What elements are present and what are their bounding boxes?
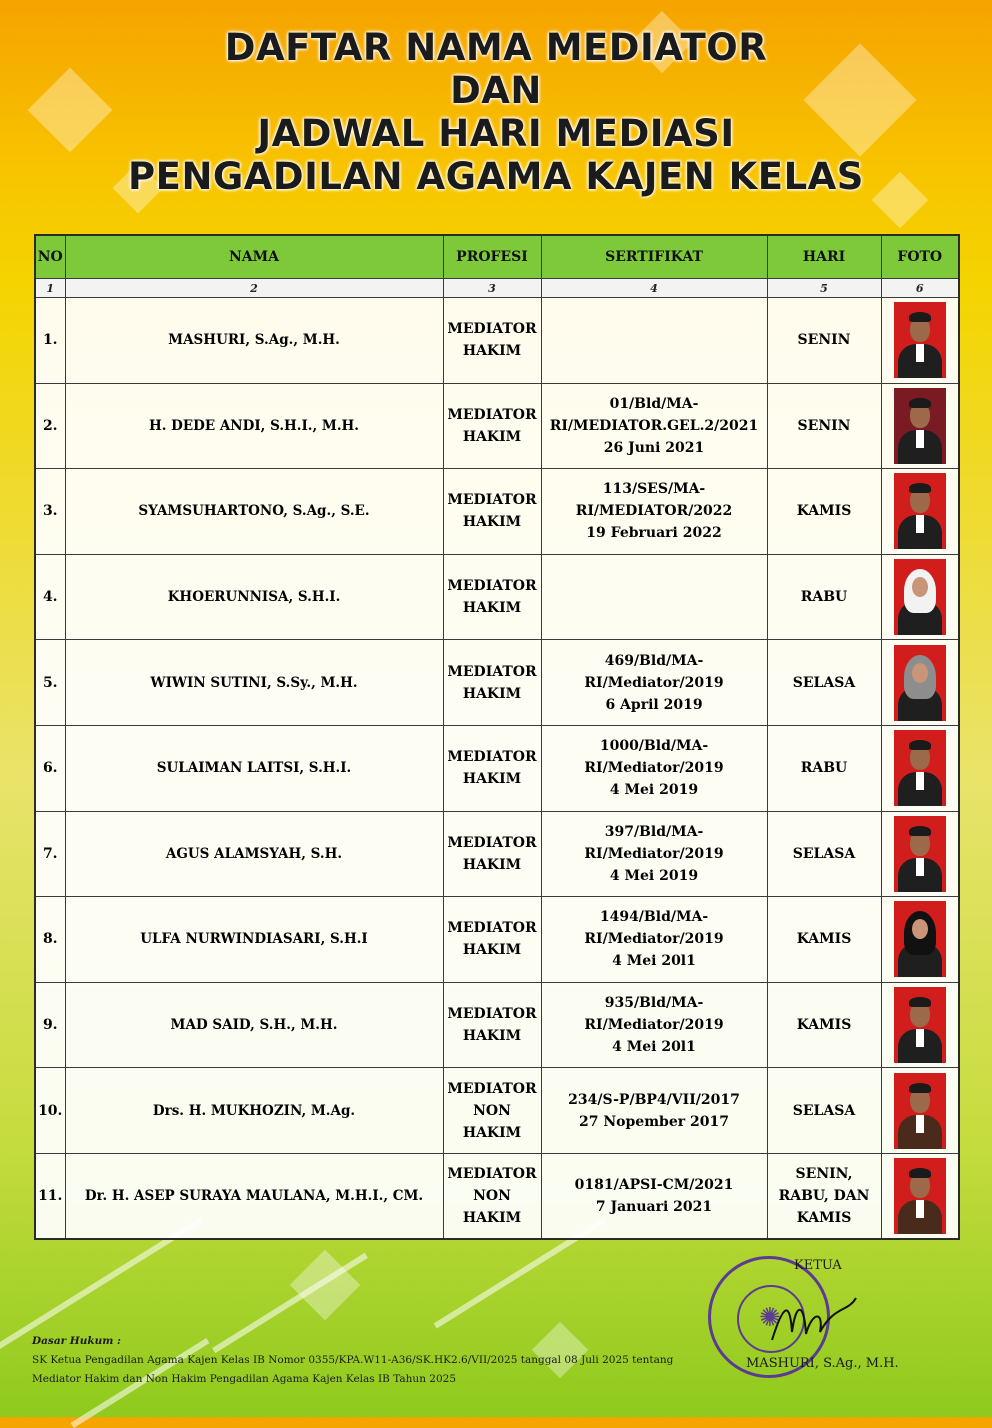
column-number: 2 [65,279,443,298]
mediator-name: Drs. H. MUKHOZIN, M.Ag. [65,1068,443,1154]
sertifikat-line: 1494/Bld/MA- [599,909,709,926]
mediator-photo [894,473,946,549]
profesi-line: MEDIATOR [447,321,537,338]
certificate [541,640,767,726]
title-line-2: DAN [450,69,542,112]
photo-cell [881,1068,959,1154]
table-row [35,640,959,726]
hari-line: SENIN, [795,1165,853,1182]
header-hari: HARI [767,235,881,279]
mediator-name: MASHURI, S.Ag., M.H. [65,298,443,384]
profesi-line: HAKIM [462,771,522,788]
photo-cell [881,640,959,726]
hari-line: SELASA [792,674,856,691]
mediator-profession [443,383,541,469]
mediator-photo [894,302,946,378]
table-row [35,982,959,1068]
row-number: 10. [35,1068,65,1154]
sertifikat-line: 27 Nopember 2017 [579,1113,729,1130]
mediator-profession [443,811,541,897]
profesi-line: HAKIM [462,1124,522,1141]
sertifikat-line: 397/Bld/MA- [604,823,704,840]
mediator-profession [443,554,541,640]
photo-cell [881,383,959,469]
legal-basis-line-1: SK Ketua Pengadilan Agama Kajen Kelas IB Nomor 0355/KPA.W11-A36/SK.HK2.6/VII/2025 tanggal 08 Juli 2025 tentang [32,1354,674,1366]
mediator-profession [443,1068,541,1154]
certificate [541,298,767,384]
hari-line: RABU, DAN [778,1187,870,1204]
certificate [541,554,767,640]
mediator-profession [443,1153,541,1239]
signature-name: MASHURI, S.Ag., M.H. [746,1356,899,1371]
hari-line: KAMIS [796,1017,852,1034]
header-sertifikat: SERTIFIKAT [541,235,767,279]
mediator-photo [894,816,946,892]
row-number: 11. [35,1153,65,1239]
profesi-line: HAKIM [462,942,522,959]
mediation-day [767,811,881,897]
sertifikat-line: RI/MEDIATOR.GEL.2/2021 [549,417,759,434]
row-number: 7. [35,811,65,897]
mediator-profession [443,897,541,983]
profesi-line: MEDIATOR [447,920,537,937]
row-number: 5. [35,640,65,726]
column-number: 4 [541,279,767,298]
certificate [541,383,767,469]
table-body [35,298,959,1240]
sertifikat-line: 4 Mei 20l1 [612,953,696,970]
row-number: 4. [35,554,65,640]
row-number: 6. [35,725,65,811]
header-nama: NAMA [65,235,443,279]
row-number: 1. [35,298,65,384]
sertifikat-line: RI/Mediator/2019 [584,760,724,777]
table-row [35,725,959,811]
mediator-name: ULFA NURWINDIASARI, S.H.I [65,897,443,983]
certificate [541,725,767,811]
mediator-name: H. DEDE ANDI, S.H.I., M.H. [65,383,443,469]
mediator-photo [894,1073,946,1149]
profesi-line: HAKIM [462,514,522,531]
profesi-line: MEDIATOR [447,406,537,423]
hari-line: KAMIS [796,503,852,520]
profesi-line: HAKIM [462,600,522,617]
certificate [541,1068,767,1154]
title-line-4: PENGADILAN AGAMA KAJEN KELAS [128,155,864,198]
mediator-table [34,234,960,1240]
mediator-photo [894,901,946,977]
sertifikat-line: 935/Bld/MA- [604,995,704,1012]
sertifikat-line: RI/Mediator/2019 [584,1017,724,1034]
sertifikat-line: 01/Bld/MA- [609,395,699,412]
profesi-line: HAKIM [462,685,522,702]
sertifikat-line: RI/MEDIATOR/2022 [575,503,733,520]
profesi-line: MEDIATOR [447,834,537,851]
mediator-name: AGUS ALAMSYAH, S.H. [65,811,443,897]
certificate [541,1153,767,1239]
title-line-3: JADWAL HARI MEDIASI [257,112,735,155]
title-line-1: DAFTAR NAMA MEDIATOR [224,26,768,69]
profesi-line: HAKIM [462,428,522,445]
table-row [35,554,959,640]
photo-cell [881,554,959,640]
mediator-photo [894,987,946,1063]
sertifikat-line: 4 Mei 20l1 [612,1039,696,1056]
profesi-line: HAKIM [462,856,522,873]
profesi-line: NON [473,1187,511,1204]
mediation-day [767,554,881,640]
sertifikat-line: 4 Mei 2019 [609,867,699,884]
mediator-name: WIWIN SUTINI, S.Sy., M.H. [65,640,443,726]
hari-line: SELASA [792,845,856,862]
mediator-profession [443,298,541,384]
mediator-photo [894,559,946,635]
mediation-day [767,383,881,469]
table-row [35,897,959,983]
column-number: 5 [767,279,881,298]
sertifikat-line: RI/Mediator/2019 [584,845,724,862]
profesi-line: MEDIATOR [447,1165,537,1182]
mediation-day [767,725,881,811]
mediator-name: Dr. H. ASEP SURAYA MAULANA, M.H.I., CM. [65,1153,443,1239]
mediator-photo [894,388,946,464]
mediation-day [767,1068,881,1154]
row-number: 9. [35,982,65,1068]
table-row [35,383,959,469]
profesi-line: HAKIM [462,343,522,360]
signature-block [700,1248,960,1398]
hari-line: KAMIS [796,931,852,948]
profesi-line: MEDIATOR [447,578,537,595]
column-number: 1 [35,279,65,298]
hari-line: SELASA [792,1102,856,1119]
photo-cell [881,811,959,897]
sertifikat-line: 26 Juni 2021 [603,439,705,456]
certificate [541,469,767,555]
row-number: 8. [35,897,65,983]
legal-basis-line-2: Mediator Hakim dan Non Hakim Pengadilan Agama Kajen Kelas IB Tahun 2025 [32,1373,457,1385]
table-row [35,811,959,897]
stamp-emblem-icon: ✺ [759,1303,781,1333]
mediator-profession [443,469,541,555]
column-number: 6 [881,279,959,298]
header-no: NO [35,235,65,279]
table-row [35,1153,959,1239]
mediation-day [767,469,881,555]
mediator-name: MAD SAID, S.H., M.H. [65,982,443,1068]
legal-basis-note [32,1332,712,1389]
certificate [541,982,767,1068]
hari-line: KAMIS [796,1209,852,1226]
page-title [0,26,992,198]
mediation-day [767,982,881,1068]
sertifikat-line: 7 Januari 2021 [595,1198,713,1215]
profesi-line: MEDIATOR [447,1006,537,1023]
sertifikat-line: RI/Mediator/2019 [584,931,724,948]
mediator-photo [894,645,946,721]
sertifikat-line: 4 Mei 2019 [609,782,699,799]
mediator-name: KHOERUNNISA, S.H.I. [65,554,443,640]
mediator-profession [443,982,541,1068]
sertifikat-line: RI/Mediator/2019 [584,674,724,691]
hari-line: RABU [800,760,848,777]
header-row [35,235,959,279]
handwritten-signature [764,1292,864,1352]
mediation-day [767,1153,881,1239]
header-foto: FOTO [881,235,959,279]
row-number: 2. [35,383,65,469]
sertifikat-line: 113/SES/MA- [602,481,706,498]
profesi-line: HAKIM [462,1209,522,1226]
photo-cell [881,298,959,384]
mediator-profession [443,725,541,811]
certificate [541,897,767,983]
hari-line: RABU [800,589,848,606]
table-row [35,298,959,384]
row-number: 3. [35,469,65,555]
profesi-line: MEDIATOR [447,1080,537,1097]
profesi-line: HAKIM [462,1028,522,1045]
profesi-line: MEDIATOR [447,749,537,766]
mediator-name: SYAMSUHARTONO, S.Ag., S.E. [65,469,443,555]
hari-line: SENIN [797,332,851,349]
mediator-photo [894,1158,946,1234]
profesi-line: MEDIATOR [447,663,537,680]
table-row [35,1068,959,1154]
column-number-row [35,279,959,298]
photo-cell [881,725,959,811]
signature-role: KETUA [794,1258,842,1273]
photo-cell [881,982,959,1068]
photo-cell [881,1153,959,1239]
column-number: 3 [443,279,541,298]
photo-cell [881,469,959,555]
mediator-name: SULAIMAN LAITSI, S.H.I. [65,725,443,811]
certificate [541,811,767,897]
hari-line: SENIN [797,417,851,434]
mediation-day [767,298,881,384]
sertifikat-line: 234/S-P/BP4/VII/2017 [568,1091,740,1108]
profesi-line: NON [473,1102,511,1119]
mediation-day [767,640,881,726]
photo-cell [881,897,959,983]
mediation-day [767,897,881,983]
table-row [35,469,959,555]
profesi-line: MEDIATOR [447,492,537,509]
mediator-profession [443,640,541,726]
header-profesi: PROFESI [443,235,541,279]
sertifikat-line: 1000/Bld/MA- [599,738,709,755]
sertifikat-line: 19 Februari 2022 [586,525,722,542]
sertifikat-line: 6 April 2019 [605,696,703,713]
sertifikat-line: 469/Bld/MA- [604,652,704,669]
legal-basis-label: Dasar Hukum : [32,1335,121,1347]
mediator-photo [894,730,946,806]
sertifikat-line: 0181/APSI-CM/2021 [574,1176,734,1193]
